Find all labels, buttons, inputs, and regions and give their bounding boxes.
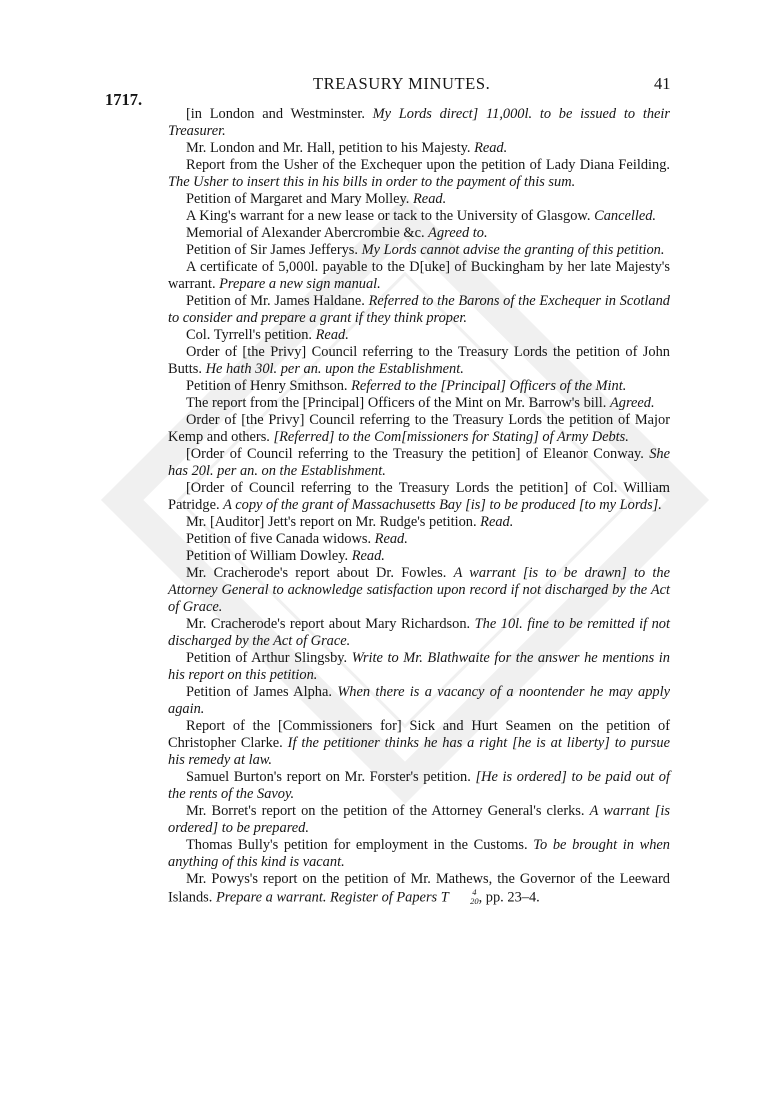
minute-entry xyxy=(168,242,670,259)
minute-entry xyxy=(168,803,670,837)
minutes-text xyxy=(168,106,670,907)
minute-entry xyxy=(168,106,670,140)
minute-entry xyxy=(168,514,670,531)
entry-text: Petition of Arthur Slingsby. xyxy=(186,650,352,666)
register-fraction xyxy=(452,888,479,905)
entry-decision: To be brought in when anything of this kind is vacant. xyxy=(168,837,670,870)
fraction-denominator: 20 xyxy=(470,895,479,906)
entry-text: Samuel Burton's report on Mr. Forster's petition. xyxy=(186,769,476,785)
minute-entry xyxy=(168,616,670,650)
entry-text: Mr. Borret's report on the petition of the Attorney General's clerks. xyxy=(186,803,590,819)
minute-entry xyxy=(168,412,670,446)
minute-entry xyxy=(168,769,670,803)
entry-decision: The Usher to insert this in his bills in order to the payment of this sum. xyxy=(168,174,576,190)
minute-entry xyxy=(168,395,670,412)
entry-text: Mr. Powys's report on the petition of Mr. Mathews, the Governor of the Leeward Islands. xyxy=(168,871,670,906)
entry-decision: A warrant [is ordered] to be prepared. xyxy=(168,803,671,836)
entry-decision: She has 20l. per an. on the Establishment. xyxy=(168,446,670,479)
entry-decision: Referred to the Barons of the Exchequer in Scotland to consider and prepare a grant if they think proper. xyxy=(168,293,670,326)
entry-decision: My Lords cannot advise the granting of this petition. xyxy=(361,242,665,258)
minute-entry xyxy=(168,565,670,616)
entry-text: [Order of Council referring to the Treasury Lords the petition] of Col. William Patridge. xyxy=(168,480,670,513)
minute-entry xyxy=(168,378,670,395)
entry-decision: Read. xyxy=(474,140,508,156)
entry-text: The report from the [Principal] Officers of the Mint on Mr. Barrow's bill. xyxy=(186,395,610,411)
entry-text: Order of [the Privy] Council referring to the Treasury Lords the petition of Major Kemp and others. xyxy=(168,412,670,445)
minute-entry xyxy=(168,531,670,548)
running-title: TREASURY MINUTES. xyxy=(313,74,491,93)
fraction-numerator: 4 xyxy=(472,887,477,897)
page-number: 41 xyxy=(654,74,671,93)
entry-text: A King's warrant for a new lease or tack to the University of Glasgow. xyxy=(186,208,595,224)
entry-text: Petition of James Alpha. xyxy=(186,684,338,700)
entry-text: Order of [the Privy] Council referring to the Treasury Lords the petition of John Butts. xyxy=(168,344,670,377)
entry-decision: [He is ordered] to be paid out of the rents of the Savoy. xyxy=(168,769,671,802)
entry-decision: My Lords direct] 11,000l. to be issued to their Treasurer. xyxy=(168,106,670,139)
entry-decision: If the petitioner thinks he has a right [he is at liberty] to pursue his remedy at law. xyxy=(168,735,670,768)
entry-decision: Read. xyxy=(413,191,447,207)
entry-decision: Read. xyxy=(374,531,408,547)
entry-text: Report of the [Commissioners for] Sick and Hurt Seamen on the petition of Christopher Clarke. xyxy=(168,718,670,751)
minute-entry-last xyxy=(168,871,670,907)
entry-text: Petition of William Dowley. xyxy=(186,548,352,564)
minute-entry xyxy=(168,327,670,344)
entry-decision: [Referred] to the Com[missioners for Stating] of Army Debts. xyxy=(273,429,629,445)
minute-entry xyxy=(168,140,670,157)
minute-entry xyxy=(168,344,670,378)
entry-text: [in London and Westminster. xyxy=(186,106,373,122)
entry-text: Thomas Bully's petition for employment in the Customs. xyxy=(186,837,534,853)
entry-text: Petition of Mr. James Haldane. xyxy=(186,293,369,309)
minute-entry xyxy=(168,684,670,718)
entry-decision: Referred to the [Principal] Officers of the Mint. xyxy=(351,378,627,394)
entry-page-reference: , pp. 23–4. xyxy=(478,889,540,906)
entry-decision: A warrant [is to be drawn] to the Attorney General to acknowledge satisfaction upon record if not discharged by the Act of Grace. xyxy=(168,565,670,615)
entry-text: Petition of Margaret and Mary Molley. xyxy=(186,191,414,207)
entry-decision: Read. xyxy=(315,327,349,343)
entry-text: Petition of five Canada widows. xyxy=(186,531,375,547)
entry-decision: Read. xyxy=(351,548,385,564)
entry-decision: Agreed to. xyxy=(428,225,488,241)
entry-decision: A copy of the grant of Massachusetts Bay [is] to be produced [to my Lords]. xyxy=(223,497,662,513)
entry-text: Mr. London and Mr. Hall, petition to his Majesty. xyxy=(186,140,475,156)
entry-text: A certificate of 5,000l. payable to the D[uke] of Buckingham by her late Majesty's warrant. xyxy=(168,259,670,292)
margin-year: 1717. xyxy=(105,90,143,109)
minute-entry xyxy=(168,837,670,871)
entry-text: Col. Tyrrell's petition. xyxy=(186,327,316,343)
entry-text: Memorial of Alexander Abercrombie &c. xyxy=(186,225,429,241)
entry-decision: He hath 30l. per an. upon the Establishment. xyxy=(205,361,464,377)
minute-entry xyxy=(168,191,670,208)
minute-entry xyxy=(168,548,670,565)
entry-text: Petition of Henry Smithson. xyxy=(186,378,352,394)
minute-entry xyxy=(168,718,670,769)
entry-text: Mr. Cracherode's report about Mary Richardson. xyxy=(186,616,475,632)
entry-decision: Cancelled. xyxy=(594,208,657,224)
minute-entry xyxy=(168,293,670,327)
entry-decision: Write to Mr. Blathwaite for the answer he mentions in his report on this petition. xyxy=(168,650,670,683)
entry-text: Petition of Sir James Jefferys. xyxy=(186,242,362,258)
minute-entry xyxy=(168,208,670,225)
entry-decision: Prepare a warrant. Register of Papers T xyxy=(215,889,453,906)
minute-entry xyxy=(168,480,670,514)
minute-entry xyxy=(168,225,670,242)
entry-decision: Read. xyxy=(480,514,514,530)
minute-entry xyxy=(168,157,670,191)
entry-text: Mr. Cracherode's report about Dr. Fowles. xyxy=(186,565,454,581)
minute-entry xyxy=(168,259,670,293)
entry-text: Report from the Usher of the Exchequer upon the petition of Lady Diana Feilding. xyxy=(186,157,670,173)
minute-entry xyxy=(168,650,670,684)
minute-entry xyxy=(168,446,670,480)
entry-decision: Agreed. xyxy=(609,395,655,411)
entry-decision: Prepare a new sign manual. xyxy=(219,276,381,292)
entry-text: Mr. [Auditor] Jett's report on Mr. Rudge's petition. xyxy=(186,514,481,530)
entry-decision: When there is a vacancy of a noontender he may apply again. xyxy=(168,684,671,717)
entry-text: [Order of Council referring to the Treasury the petition] of Eleanor Conway. xyxy=(186,446,650,462)
entry-decision: The 10l. fine to be remitted if not discharged by the Act of Grace. xyxy=(168,616,671,649)
